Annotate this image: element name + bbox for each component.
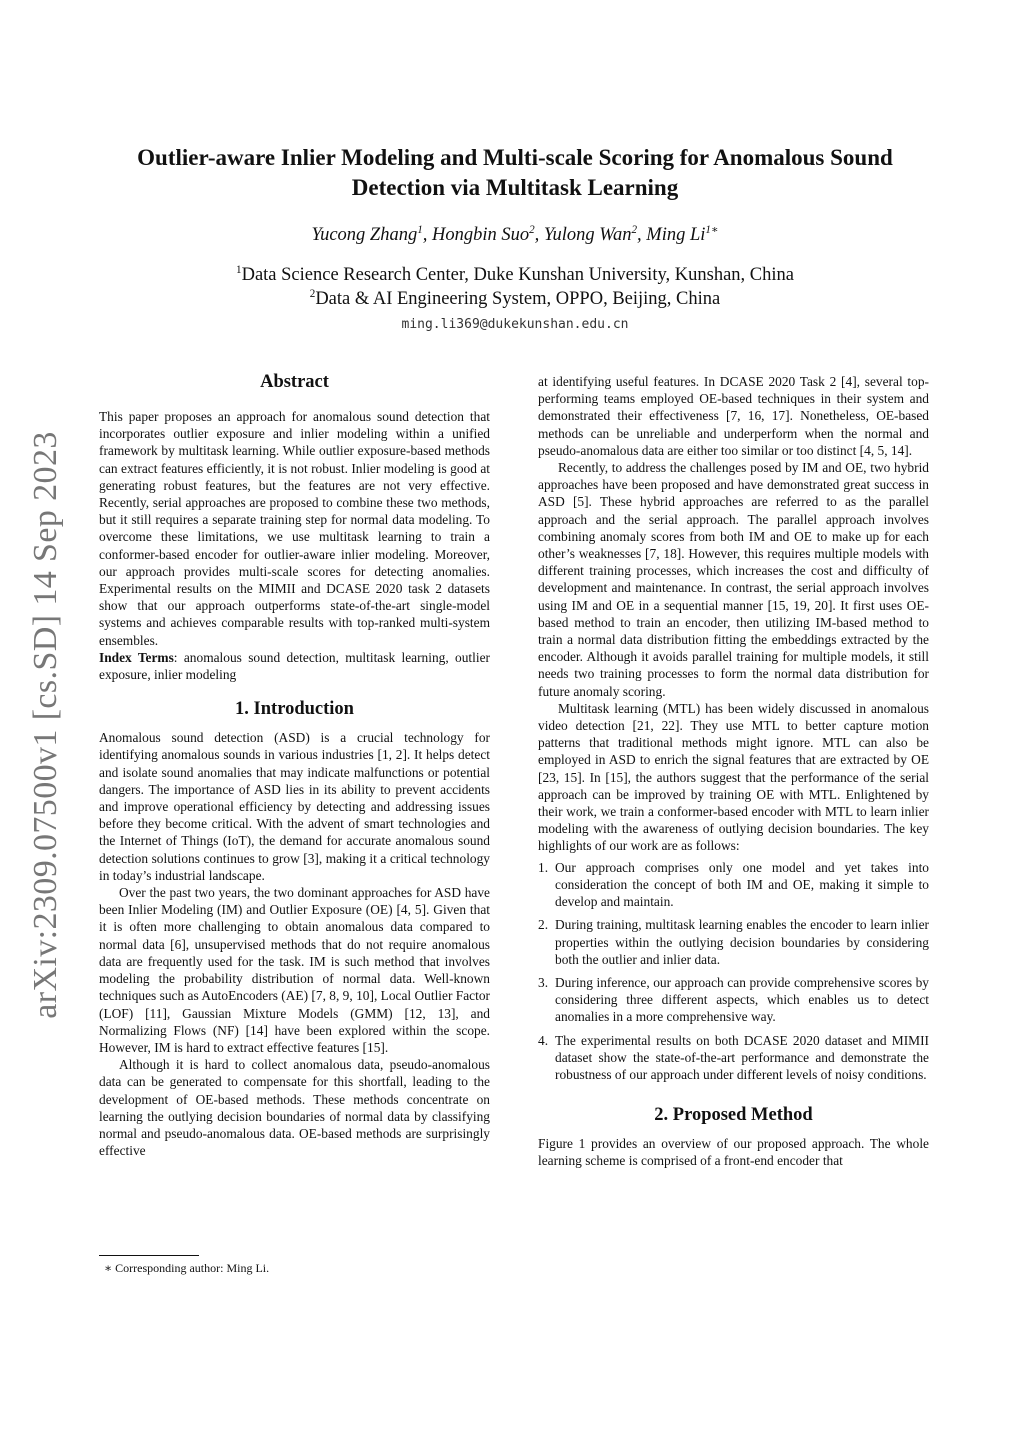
affiliation-text: Data & AI Engineering System, OPPO, Beijing, China: [315, 289, 721, 309]
affiliation-1: [100, 265, 930, 286]
method-heading: 2. Proposed Method: [654, 1105, 813, 1126]
author-separator: ,: [422, 225, 432, 245]
affiliation-text: Data Science Research Center, Duke Kunshan University, Kunshan, China: [241, 265, 794, 285]
author-separator: ,: [637, 225, 647, 245]
method-paragraph-1: Figure 1 provides an overview of our proposed approach. The whole learning scheme is comprised of a front-end encoder that: [538, 1136, 929, 1169]
author-affiliation-mark: 1∗: [705, 223, 719, 236]
arxiv-identifier: arXiv:2309.07500v1 [cs.SD] 14 Sep 2023: [27, 431, 64, 1019]
right-column: [538, 373, 929, 1170]
left-column: [99, 370, 490, 1159]
index-terms-text: : anomalous sound detection, multitask learning, outlier exposure, inlier modeling: [99, 649, 490, 683]
author-name: Yucong Zhang: [311, 225, 418, 245]
author-name: Ming Li: [646, 225, 706, 245]
author-affiliation-mark: 2: [631, 223, 638, 236]
affiliation-2: [100, 289, 930, 310]
intro-paragraph-5: Multitask learning (MTL) has been widely discussed in anomalous video detection [21, 22]. They use MTL to better capture motion patterns that traditional methods might ignore. MTL can also be employed in ASD to enrich the signal features that are extracted by OE [23, 15]. In [15], the authors suggest that the performance of the serial approach can be improved by training OE with MTL. Enlightened by their work, we train a conformer-based encoder with MTL to learn inlier modeling with the awareness of outlying decision boundaries. The key highlights of our work are as follows:: [538, 700, 929, 854]
author-name: Yulong Wan: [543, 225, 632, 245]
intro-paragraph-3: Although it is hard to collect anomalous data, pseudo-anomalous data can be generated to compensate for this shortfall, leading to the development of OE-based methods. These methods concentrate on learning the outlying decision boundaries of normal data by classifying normal and pseudo-anomalous data. OE-based methods are surprisingly effective: [99, 1057, 490, 1159]
list-item: [538, 859, 929, 911]
list-item-number: 3.: [538, 974, 549, 990]
abstract-heading: Abstract: [260, 372, 329, 392]
list-item-text: Our approach comprises only one model and yet takes into consideration the concept of both IM and OE, making it simple to develop and maintain.: [555, 859, 929, 910]
footnote: ∗ Corresponding author: Ming Li.: [104, 1261, 270, 1275]
affiliation-mark: 1: [236, 263, 242, 276]
affiliation-mark: 2: [309, 287, 316, 300]
list-item: [538, 916, 929, 968]
list-item: [538, 974, 929, 1026]
author-list: [100, 225, 930, 246]
intro-paragraph-3-continued: at identifying useful features. In DCASE 2020 Task 2 [4], several top-performing teams employed OE-based techniques in their system and demonstrated their effectiveness [7, 16, 17]. Nonetheless, OE-based methods can be unreliable and underperform when the normal and pseudo-anomalous data are either too similar or too distinct [4, 5, 14].: [538, 374, 929, 458]
list-item-number: 4.: [538, 1032, 549, 1048]
author-name: Hongbin Suo: [432, 225, 530, 245]
contact-email[interactable]: ming.li369@dukekunshan.edu.cn: [401, 317, 629, 332]
list-item: [538, 1032, 929, 1084]
author-affiliation-mark: 1: [417, 223, 423, 236]
footnote-divider: [99, 1255, 199, 1256]
paper-title: Outlier-aware Inlier Modeling and Multi-scale Scoring for Anomalous Sound Detection via Multitask Learning: [137, 145, 893, 200]
introduction-heading: 1. Introduction: [235, 699, 354, 720]
author-affiliation-mark: 2: [529, 223, 535, 236]
list-item-text: During training, multitask learning enables the encoder to learn inlier properties within the outlying decision boundaries by considering both the outlier and inlier data.: [555, 917, 929, 967]
index-terms: [99, 649, 490, 683]
abstract-text: This paper proposes an approach for anomalous sound detection that incorporates outlier exposure and inlier modeling within a unified framework by multitask learning. While outlier exposure-based methods can extract features efficiently, it is not robust. Inlier modeling is good at generating robust features, but the features are not very effective. Recently, serial approaches are proposed to combine these two methods, but it still requires a separate training step for normal data modeling. To overcome these limitations, we use multitask learning to train a conformer-based encoder for outlier-aware inlier modeling. Moreover, our approach provides multi-scale scores for detecting anomalies. Experimental results on the MIMII and DCASE 2020 task 2 datasets show that our approach outperforms state-of-the-art single-model systems and achieves comparable results with top-ranked multi-system ensembles.: [99, 409, 490, 648]
list-item-number: 1.: [538, 859, 549, 875]
list-item-text: The experimental results on both DCASE 2020 dataset and MIMII dataset show the state-of-the-art performance and demonstrate the robustness of our approach under different levels of noisy conditions.: [555, 1032, 929, 1082]
intro-paragraph-4: Recently, to address the challenges posed by IM and OE, two hybrid approaches have been proposed and have demonstrated great success in ASD [5]. These hybrid approaches are referred to as the parallel approach and the serial approach. The parallel approach involves combining anomaly scores from both IM and OE to make up for each other’s weaknesses [7, 18]. However, this requires multiple models with different training processes, which increases the cost and difficulty of development and maintenance. In contrast, the serial approach involves using IM and OE in a sequential manner [15, 19, 20]. It first uses OE-based method to train an encoder, then utilizing IM-based method to train a normal data distribution fitting the embeddings extracted by the encoder. Although it avoids parallel training for multiple models, it still needs two training processes to form the normal data distribution for future anomaly scoring.: [538, 460, 929, 699]
intro-paragraph-2: Over the past two years, the two dominant approaches for ASD have been Inlier Modeling (IM) and Outlier Exposure (OE) [4, 5]. Given that it is often more challenging to obtain anomalous data compared to normal data [6], unsupervised methods that do not require anomalous data are frequently used for the task. IM is such method that involves modeling the probability distribution of normal data. Well-known techniques such as AutoEncoders (AE) [7, 8, 9, 10], Local Outlier Factor (LOF) [11], Gaussian Mixture Models (GMM) [12, 13], and Normalizing Flows (NF) [14] have been explored within the scope. However, IM is hard to extract effective features [15].: [99, 885, 490, 1055]
list-item-number: 2.: [538, 917, 549, 933]
list-item-text: During inference, our approach can provide comprehensive scores by considering three different aspects, which enables us to detect anomalies in a more comprehensive way.: [555, 974, 929, 1025]
contribution-list: [538, 859, 929, 1083]
intro-paragraph-1: Anomalous sound detection (ASD) is a crucial technology for identifying anomalous sounds in various industries [1, 2]. It helps detect and isolate sound anomalies that may indicate malfunctions or potential dangers. The importance of ASD lies in its ability to prevent accidents and improve operational efficiency by detecting and addressing issues before they become critical. With the advent of smart technologies and the Internet of Things (IoT), the demand for accurate anomalous sound detection solutions continues to grow [3], making it a critical technology in today’s industrial landscape.: [99, 730, 490, 883]
index-terms-label: Index Terms: [99, 649, 174, 665]
author-separator: ,: [534, 225, 544, 245]
